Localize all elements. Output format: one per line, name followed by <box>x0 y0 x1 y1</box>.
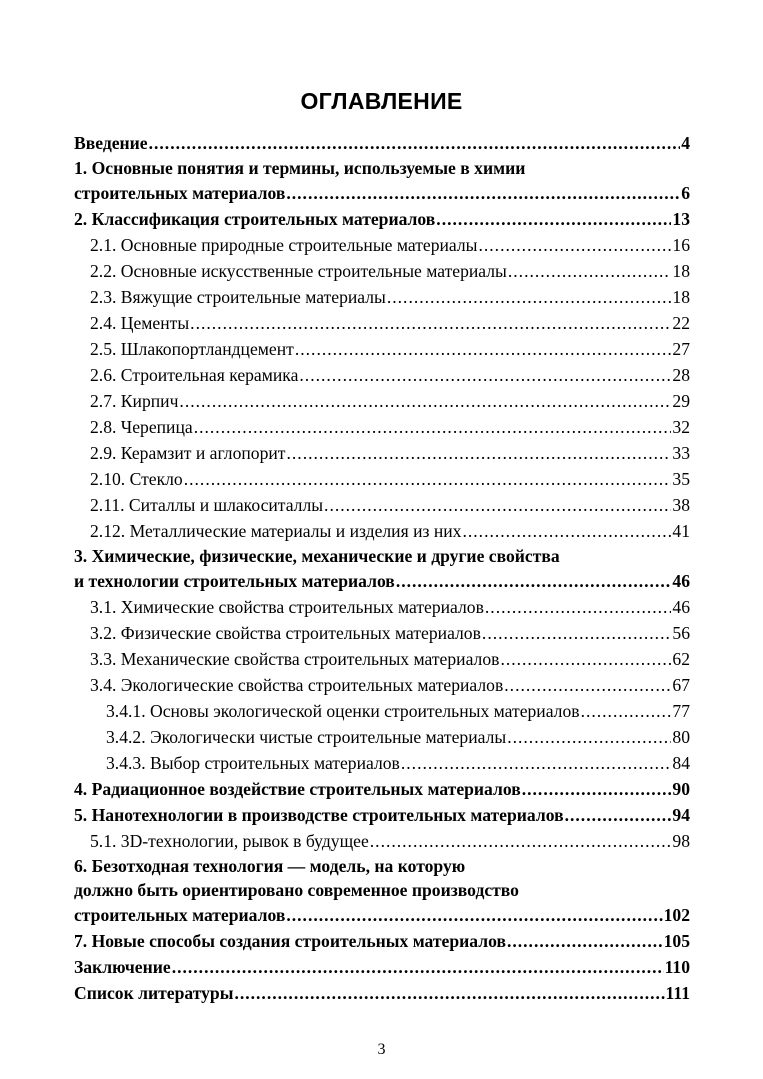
dot-leader <box>179 388 671 414</box>
toc-entry-page: 28 <box>672 365 690 385</box>
toc-entry[interactable] <box>74 544 690 594</box>
page-title: ОГЛАВЛЕНИЕ <box>300 88 463 114</box>
toc-entry-page: 41 <box>672 521 690 541</box>
toc-entry-title: 2.7. Кирпич <box>90 391 179 411</box>
toc-entry-page: 29 <box>672 391 690 411</box>
dot-leader <box>190 310 671 336</box>
toc-entry[interactable] <box>74 362 690 388</box>
dot-leader <box>485 594 672 620</box>
toc-entry-title: 2.5. Шлакопортландцемент <box>90 339 294 359</box>
toc-entry-title: 7. Новые способы создания строительных материалов <box>74 931 506 951</box>
dot-leader <box>462 518 671 544</box>
toc-entry-page: 105 <box>663 931 690 951</box>
dot-leader <box>482 620 671 646</box>
toc-entry[interactable] <box>74 440 690 466</box>
dot-leader <box>504 672 671 698</box>
toc-entry-page: 46 <box>672 597 690 617</box>
dot-leader <box>507 928 663 954</box>
dot-leader <box>295 336 672 362</box>
toc-entry[interactable] <box>74 724 690 750</box>
toc-entry-page: 90 <box>672 779 690 799</box>
toc-entry-page: 18 <box>672 261 690 281</box>
dot-leader <box>184 466 672 492</box>
toc-entry-title: 3.4. Экологические свойства строительных материалов <box>90 675 504 695</box>
toc-entry-title: 2.10. Стекло <box>90 469 183 489</box>
toc-entry-page: 46 <box>672 571 690 591</box>
toc-entry-page: 13 <box>672 209 690 229</box>
toc-entry[interactable] <box>74 776 690 802</box>
toc-entry[interactable] <box>74 750 690 776</box>
toc-entry-page: 102 <box>663 905 690 925</box>
dot-leader <box>286 902 662 928</box>
toc-entry-page: 84 <box>672 753 690 773</box>
toc-entry[interactable] <box>74 414 690 440</box>
toc-entry[interactable] <box>74 620 690 646</box>
toc-entry-page: 33 <box>672 443 690 463</box>
toc-entry-page: 35 <box>672 469 690 489</box>
toc-entry-page: 80 <box>672 727 690 747</box>
dot-leader <box>565 802 672 828</box>
toc-entry[interactable] <box>74 698 690 724</box>
toc-entry-title: 2.2. Основные искусственные строительные материалы <box>90 261 507 281</box>
toc-entry[interactable] <box>74 232 690 258</box>
toc-entry-title: Список литературы <box>74 983 234 1003</box>
toc-entry[interactable] <box>74 828 690 854</box>
toc-entry[interactable] <box>74 594 690 620</box>
toc-entry-title: 3.4.1. Основы экологической оценки строительных материалов <box>106 701 580 721</box>
dot-leader <box>581 698 672 724</box>
toc-entry-page: 56 <box>672 623 690 643</box>
toc-entry-page: 38 <box>672 495 690 515</box>
dot-leader <box>500 646 671 672</box>
dot-leader <box>149 130 681 156</box>
toc-entry-title: 2.4. Цементы <box>90 313 190 333</box>
toc-entry[interactable] <box>74 980 690 1006</box>
toc-entry-page: 27 <box>672 339 690 359</box>
toc-entry-title: 2.12. Металлические материалы и изделия из них <box>90 521 462 541</box>
toc-entry-page: 62 <box>672 649 690 669</box>
toc-entry-title: 2.3. Вяжущие строительные материалы <box>90 287 386 307</box>
toc-entry[interactable] <box>74 518 690 544</box>
dot-leader <box>508 258 672 284</box>
toc-entry[interactable] <box>74 672 690 698</box>
toc-entry-page: 110 <box>664 957 690 977</box>
toc-entry-title: 2.11. Ситаллы и шлакоситаллы <box>90 495 324 515</box>
dot-leader <box>234 980 664 1006</box>
toc-entry[interactable] <box>74 388 690 414</box>
toc-entry-title: 3.4.3. Выбор строительных материалов <box>106 753 400 773</box>
toc-entry-title-line: 6. Безотходная технология — модель, на которую <box>74 856 466 876</box>
toc-entry[interactable] <box>74 854 690 928</box>
dot-leader <box>324 492 671 518</box>
dot-leader <box>387 284 672 310</box>
toc-entry-title: строительных материалов <box>74 183 286 203</box>
toc-entry[interactable] <box>74 258 690 284</box>
toc-entry-page: 22 <box>672 313 690 333</box>
dot-leader <box>286 180 680 206</box>
toc-entry-page: 6 <box>681 183 690 203</box>
dot-leader <box>370 828 672 854</box>
toc-entry[interactable] <box>74 802 690 828</box>
toc-entry-page: 77 <box>672 701 690 721</box>
toc-entry-title: Введение <box>74 133 148 153</box>
toc-entry-page: 111 <box>665 983 690 1003</box>
toc-entry[interactable] <box>74 336 690 362</box>
toc-entry[interactable] <box>74 928 690 954</box>
toc-entry-title-line: 3. Химические, физические, механические и другие свойства <box>74 546 560 566</box>
toc-entry[interactable] <box>74 310 690 336</box>
toc-entry-title: и технологии строительных материалов <box>74 571 395 591</box>
dot-leader <box>396 568 672 594</box>
dot-leader <box>522 776 672 802</box>
toc-entry-title: 2. Классификация строительных материалов <box>74 209 436 229</box>
toc-entry-title: 4. Радиационное воздействие строительных материалов <box>74 779 521 799</box>
toc-entry-title: Заключение <box>74 957 171 977</box>
toc-entry[interactable] <box>74 954 690 980</box>
dot-leader <box>299 362 671 388</box>
toc-entry-title: 2.6. Строительная керамика <box>90 365 299 385</box>
toc-entry-title-line: должно быть ориентировано современное производство <box>74 880 519 900</box>
toc-entry-page: 4 <box>681 133 690 153</box>
dot-leader <box>194 414 672 440</box>
toc-entry-title: 2.8. Черепица <box>90 417 193 437</box>
toc-entry[interactable] <box>74 492 690 518</box>
toc-entry[interactable] <box>74 130 690 156</box>
toc-entry-title: 2.9. Керамзит и аглопорит <box>90 443 286 463</box>
dot-leader <box>507 724 671 750</box>
toc-entry[interactable] <box>74 284 690 310</box>
toc-entry-title: строительных материалов <box>74 905 286 925</box>
toc-entry-page: 32 <box>672 417 690 437</box>
toc-entry[interactable] <box>74 466 690 492</box>
toc-entry[interactable] <box>74 156 690 206</box>
toc-entry-title: 5.1. 3D-технологии, рывок в будущее <box>90 831 369 851</box>
toc-entry[interactable] <box>74 646 690 672</box>
toc-entry-page: 18 <box>672 287 690 307</box>
toc-entry-title-line: 1. Основные понятия и термины, используемые в химии <box>74 158 526 178</box>
toc-entry-page: 94 <box>672 805 690 825</box>
dot-leader <box>287 440 672 466</box>
dot-leader <box>401 750 672 776</box>
toc-entry-title: 2.1. Основные природные строительные материалы <box>90 235 478 255</box>
dot-leader <box>172 954 664 980</box>
table-of-contents <box>74 130 690 1006</box>
dot-leader <box>478 232 671 258</box>
toc-entry-title: 3.4.2. Экологически чистые строительные материалы <box>106 727 507 747</box>
toc-entry[interactable] <box>74 206 690 232</box>
toc-entry-page: 67 <box>672 675 690 695</box>
toc-entry-title: 3.2. Физические свойства строительных материалов <box>90 623 481 643</box>
toc-entry-page: 16 <box>672 235 690 255</box>
toc-entry-title: 3.3. Механические свойства строительных материалов <box>90 649 500 669</box>
page-number: 3 <box>377 1041 386 1058</box>
dot-leader <box>436 206 671 232</box>
toc-entry-title: 3.1. Химические свойства строительных материалов <box>90 597 484 617</box>
toc-entry-title: 5. Нанотехнологии в производстве строительных материалов <box>74 805 564 825</box>
toc-entry-page: 98 <box>672 831 690 851</box>
